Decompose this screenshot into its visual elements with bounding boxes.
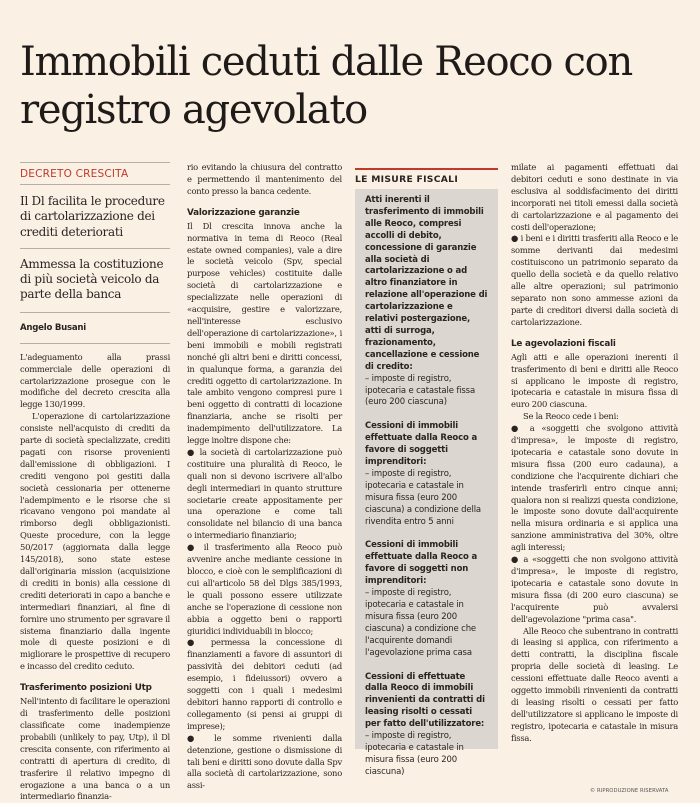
paragraph: L'adeguamento alla prassi commerciale delle operazioni di cartolarizzazione prosegue con le modifiche del decreto crescita alla legge 130/1999.: [20, 351, 170, 410]
column-2: [187, 162, 342, 792]
sidebar-header: LE MISURE FISCALI: [355, 168, 498, 189]
sidebar-group: [365, 421, 488, 528]
paragraph: L'operazione di cartolarizzazione consiste nell'acquisto di crediti da parte di società specializzate, crediti pagati con risorse provenienti dall'emissione di obbligazioni. I crediti vengono poi gestiti dalla società cessionaria per ottenerne l'adempimento e le risorse che si ricavano vengono poi mandate al rimborso degli obbligazionisti. Queste procedure, con la legge 50/2017 (aggiornata dalla legge 145/2018), sono state estese dall'originaria mission (acquisizione di crediti in bonis) alla cessione di crediti deteriorati in capo a banche e intermediari finanziari, al fine di fornire uno strumento per sgravare il sistema finanziario dalla ingente mole di queste posizioni e di migliorare le prospettive di recupero e incasso del credito ceduto.: [20, 411, 170, 672]
bullet-item: ● le somme rivenienti dalla detenzione, gestione o dismissione di tali beni e diritti sono dovute dalla Spv alla società di cartolarizzazione, sono assi-: [187, 732, 342, 791]
bullet-item: ● a «soggetti che non svolgono attività d'impresa», le imposte di registro, ipotecaria e catastale sono dovute in misura fissa (di 200 euro ciascuna) se l'acquirente può avvalersi dell'agevolazione "prima casa".: [511, 554, 678, 624]
paragraph: rio evitando la chiusura del contratto e permettendo il mantenimento del conto presso la banca cedente.: [187, 162, 342, 196]
sidebar-group-title: Cessioni di effettuate dalla Reoco di immobili rinvenienti da contratti di leasing risolti o cessati per fatto dell'utilizzatore:: [365, 671, 485, 730]
paragraph: Se la Reoco cede i beni:: [523, 411, 619, 422]
author-byline: Angelo Busani: [20, 323, 170, 344]
bullet-item: ● i beni e i diritti trasferiti alla Reoco e le somme derivanti dai medesimi costituiscono un patrimonio separato da quello della società e da quello relativo alle altre operazioni; sul patrimonio separato non sono ammesse azioni da parte di creditori diversi dalla società di cartolarizzazione.: [511, 233, 678, 327]
section-heading-garanzie: Valorizzazione garanzie: [187, 207, 300, 218]
bullet-item: ● a «soggetti che svolgono attività d'impresa», le imposte di registro, ipotecaria e catastale sono dovute in misura fissa (200 euro cadauna), a condizione che l'acquirente dichiari che intende trasferirli entro cinque anni; qualora non si realizzi questa condizione, le imposte sono dovute dall'acquirente nella misura ordinaria e si applica una sanzione amministrativa del 30%, oltre agli interessi;: [511, 423, 678, 553]
sidebar-box: [355, 189, 498, 777]
sidebar-group: [365, 672, 488, 779]
column-4: [511, 162, 678, 745]
copyright-notice: © RIPRODUZIONE RISERVATA: [590, 788, 669, 794]
paragraph: Agli atti e alle operazioni inerenti il trasferimento di beni e diritti alle Reoco si applicano le imposte di registro, ipotecaria e catastale in misura fissa di euro 200 ciascuna.: [511, 351, 678, 410]
section-heading-fiscali: Le agevolazioni fiscali: [511, 338, 616, 349]
sidebar-group-text: – imposte di registro, ipotecaria e catastale in misura fissa (euro 200 ciascuna) a condizione della rivendita entro 5 anni: [365, 468, 481, 527]
sidebar-group-title: Cessioni di immobili effettuate dalla Reoco a favore di soggetti non imprenditori:: [365, 540, 478, 587]
sidebar-group-title: Atti inerenti il trasferimento di immobili alle Reoco, compresi accolli di debito, concessione di garanzie alla società di cartolarizzazione o ad altro finanziatore in relazione all'operazione di cartolarizzazione e relativi postergazione, atti di surroga, frazionamento, cancellazione e cessione di credito:: [365, 195, 488, 372]
paragraph: Nell'intento di facilitare le operazioni di trasferimento delle posizioni classificate come inadempienze probabili (unlikely to pay, Utp), il Dl crescita consente, con riferimento ai contratti di apertura di credito, di trasferire il relativo impegno di erogazione a una banca o a un intermediario finanzia-: [20, 696, 170, 802]
section-heading-utp: Trasferimento posizioni Utp: [20, 683, 152, 694]
paragraph: milate ai pagamenti effettuati dai debitori ceduti e sono destinate in via esclusiva al soddisfacimento dei diritti incorporati nei titoli emessi dalla società di cartolarizzazione e al pagamento dei costi dell'operazione;: [511, 162, 678, 232]
sidebar-group-text: – imposte di registro, ipotecaria e catastale fissa (euro 200 ciascuna): [365, 373, 476, 408]
paragraph: Alle Reoco che subentrano in contratti di leasing si applica, con riferimento a detti contratti, la disciplina fiscale propria delle società di leasing. Le cessioni effettuate dalle Reoco aventi a oggetto immobili rinvenienti da contratti di leasing risolti o cessati per fatto dell'utilizzatore si applicano le imposte di registro, ipotecaria e catastale in misura fissa.: [511, 625, 678, 743]
bullet-item: ● la società di cartolarizzazione può costituire una pluralità di Reoco, le quali non si devono iscrivere all'albo degli intermediari in quanto strutture societarie create appositamente per una operazione e come tali consolidate nel bilancio di una banca o intermediario finanziario;: [187, 446, 342, 541]
bullet-item: ● il trasferimento alla Reoco può avvenire anche mediante cessione in blocco, e cioè con le semplificazioni di cui all'articolo 58 del Dlgs 385/1993, le quali possono essere utilizzate anche se l'operazione di cessione non abbia a oggetto beni o rapporti giuridici individuabili in blocco;: [187, 542, 342, 636]
sidebar-group: [365, 195, 488, 409]
subheadline-1: Il Dl facilita le procedure di cartolarizzazione dei crediti deteriorati: [20, 194, 170, 249]
bullet-item: ● permessa la concessione di finanziamenti a favore di assuntori di passività dei debitori ceduti (ad esempio, i fideiussori) ovvero a soggetti con i quali i medesimi debitori hanno rapporti di controllo e collegamento (si pensi ai gruppi di imprese);: [187, 637, 342, 731]
section-kicker: DECRETO CRESCITA: [20, 162, 170, 185]
sidebar-group: [365, 540, 488, 659]
sidebar-group-text: – imposte di registro, ipotecaria e catastale in misura fissa (euro 200 ciascuna) a condizione che l'acquirente domandi l'agevolazione prima casa: [365, 588, 477, 658]
sidebar-group-text: – imposte di registro, ipotecaria e catastale in misura fissa (euro 200 ciascuna): [365, 731, 464, 777]
paragraph: Il Dl crescita innova anche la normativa in tema di Reoco (Real estate owned companies), vale a dire le società veicolo (Spv, special purpose vehicles) costituite dalle società di cartolarizzazione e specializzate nelle operazioni di «acquisire, gestire e valorizzare, nell'interesse esclusivo dell'operazione di cartolarizzazione», i beni immobili e mobili registrati nonché gli altri beni e diritti concessi, in qualunque forma, a garanzia dei crediti oggetto di cartolarizzazione. In tale ambito vengono compresi pure i beni oggetto di contratti di locazione finanziaria, anche se risolti per inadempimento dell'utilizzatore. La legge inoltre dispone che:: [187, 220, 342, 446]
sidebar-fiscal-measures: [355, 168, 498, 777]
subheadline-2: Ammessa la costituzione di più società veicolo da parte della banca: [20, 257, 170, 313]
column-1: [20, 162, 170, 803]
headline: Immobili ceduti dalle Reoco con registro agevolato: [20, 39, 632, 133]
sidebar-group-title: Cessioni di immobili effettuate dalla Reoco a favore di soggetti imprenditori:: [365, 421, 478, 468]
